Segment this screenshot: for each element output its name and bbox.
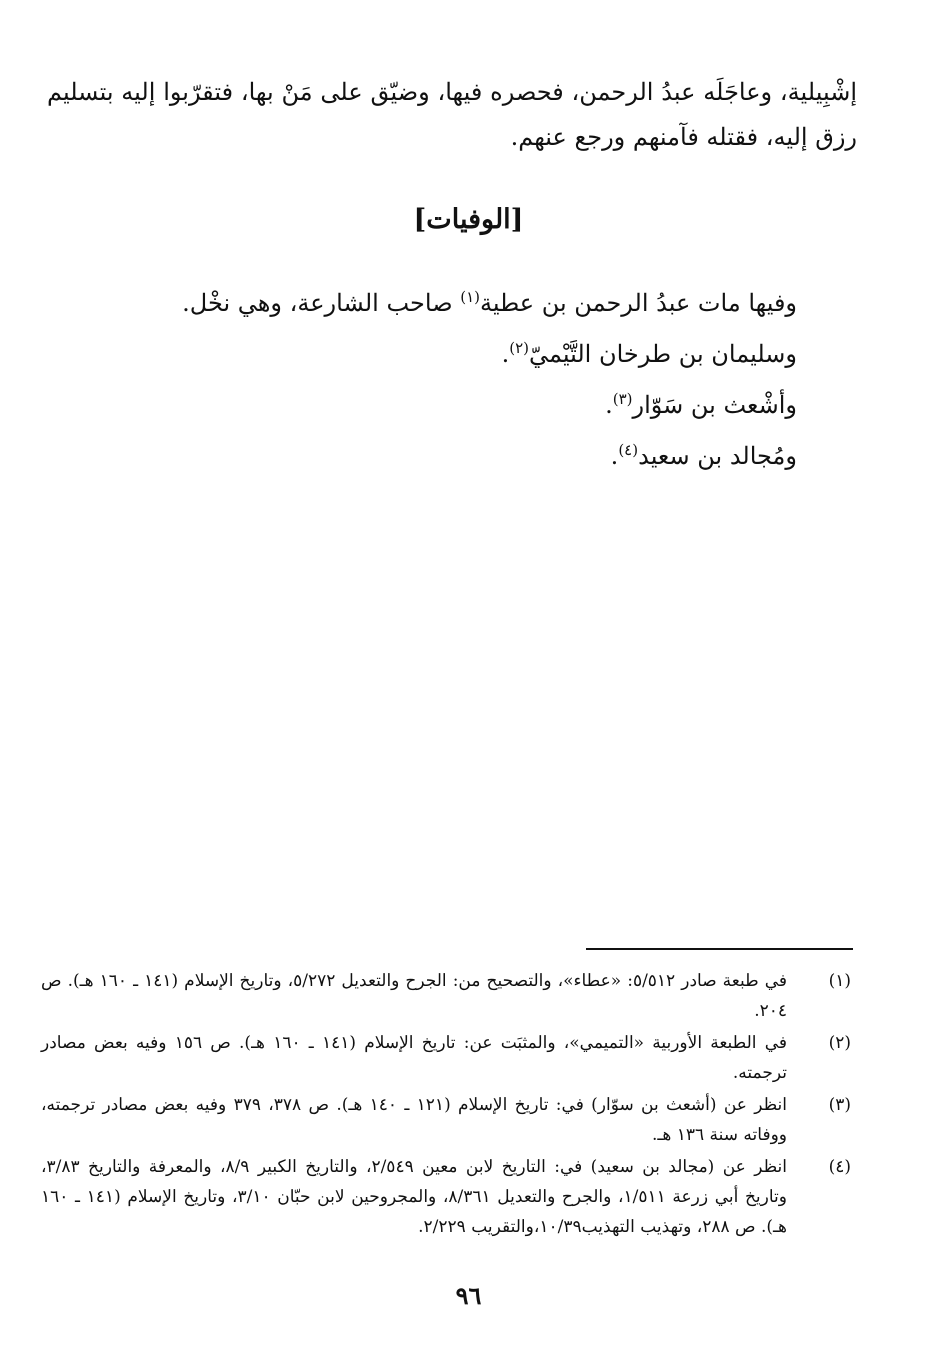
footnote-text: انظر عن (مجالد بن سعيد) في: التاريخ لابن معين ٢/٥٤٩، والتاريخ الكبير ٨/٩، والمعرفة والتاريخ ٣/٨٣، وتاريخ أبي زرعة ١/٥١١، والجرح والتعديل ٨/٣٦١، والمجروحين لابن حبّان ٣/١٠، وتاريخ الإسلام (١٤١ ـ ١٦٠ هـ). ص ٢٨٨، وتهذيب التهذيب١٠/٣٩،والتقريب ٢/٢٢٩. bbox=[41, 1157, 787, 1237]
footnote bbox=[41, 1090, 851, 1150]
footnote-number: (٢) bbox=[828, 1033, 851, 1053]
death-entry bbox=[137, 382, 797, 433]
footnote-text: في الطبعة الأوربية «التميمي»، والمثبَت عن: تاريخ الإسلام (١٤١ ـ ١٦٠ هـ). ص ١٥٦ وفيه بعض مصادر ترجمته. bbox=[41, 1033, 788, 1083]
death-entry-text: وأشْعث بن سَوّار bbox=[632, 391, 797, 419]
footnote-text: في طبعة صادر ٥/٥١٢: «عطاء»، والتصحيح من: الجرح والتعديل ٥/٢٧٢، وتاريخ الإسلام (١٤١ ـ ١٦٠ هـ). ص ٢٠٤. bbox=[41, 971, 787, 1021]
footnotes-list bbox=[41, 966, 851, 1244]
footnote-marker: (٣) bbox=[612, 390, 633, 408]
section-heading: [الوفيات] bbox=[413, 204, 524, 235]
death-entry-tail: . bbox=[501, 340, 510, 368]
footnote-marker: (١) bbox=[460, 288, 480, 306]
footnote bbox=[41, 1028, 851, 1088]
deaths-list bbox=[137, 280, 797, 484]
death-entry-text: وفيها مات عبدُ الرحمن بن عطية bbox=[479, 289, 797, 317]
death-entry-tail: صاحب الشارعة، وهي نخْل. bbox=[182, 289, 461, 317]
death-entry bbox=[137, 331, 797, 382]
footnote-number: (٣) bbox=[828, 1095, 851, 1115]
death-entry bbox=[137, 433, 797, 484]
footnote bbox=[41, 966, 851, 1026]
footnote-number: (٤) bbox=[828, 1157, 851, 1177]
page-number: ٩٦ bbox=[455, 1281, 482, 1310]
death-entry-tail: . bbox=[605, 391, 613, 419]
footnote-divider bbox=[586, 948, 853, 950]
footnote-number: (١) bbox=[828, 971, 851, 991]
death-entry-text: وسليمان بن طرخان التَّيْميّ bbox=[529, 340, 797, 368]
death-entry-tail: . bbox=[610, 442, 619, 470]
footnote-text: انظر عن (أشعث بن سوّار) في: تاريخ الإسلام (١٢١ ـ ١٤٠ هـ). ص ٣٧٨، ٣٧٩ وفيه بعض مصادر ترجمته، ووفاته سنة ١٣٦ هـ. bbox=[41, 1095, 787, 1145]
intro-text: إشْبِيلية، وعاجَلَه عبدُ الرحمن، فحصره فيها، وضيّق على مَنْ بها، فتقرّبوا إليه بتسليم رزق إليه، فقتله فآمنهم ورجع عنهم. bbox=[47, 78, 857, 151]
death-entry bbox=[137, 280, 797, 331]
footnote bbox=[41, 1152, 851, 1242]
footnote-marker: (٤) bbox=[618, 441, 639, 459]
footnote-marker: (٢) bbox=[509, 339, 529, 357]
death-entry-text: ومُجالد بن سعيد bbox=[638, 442, 797, 470]
intro-paragraph bbox=[47, 70, 857, 160]
